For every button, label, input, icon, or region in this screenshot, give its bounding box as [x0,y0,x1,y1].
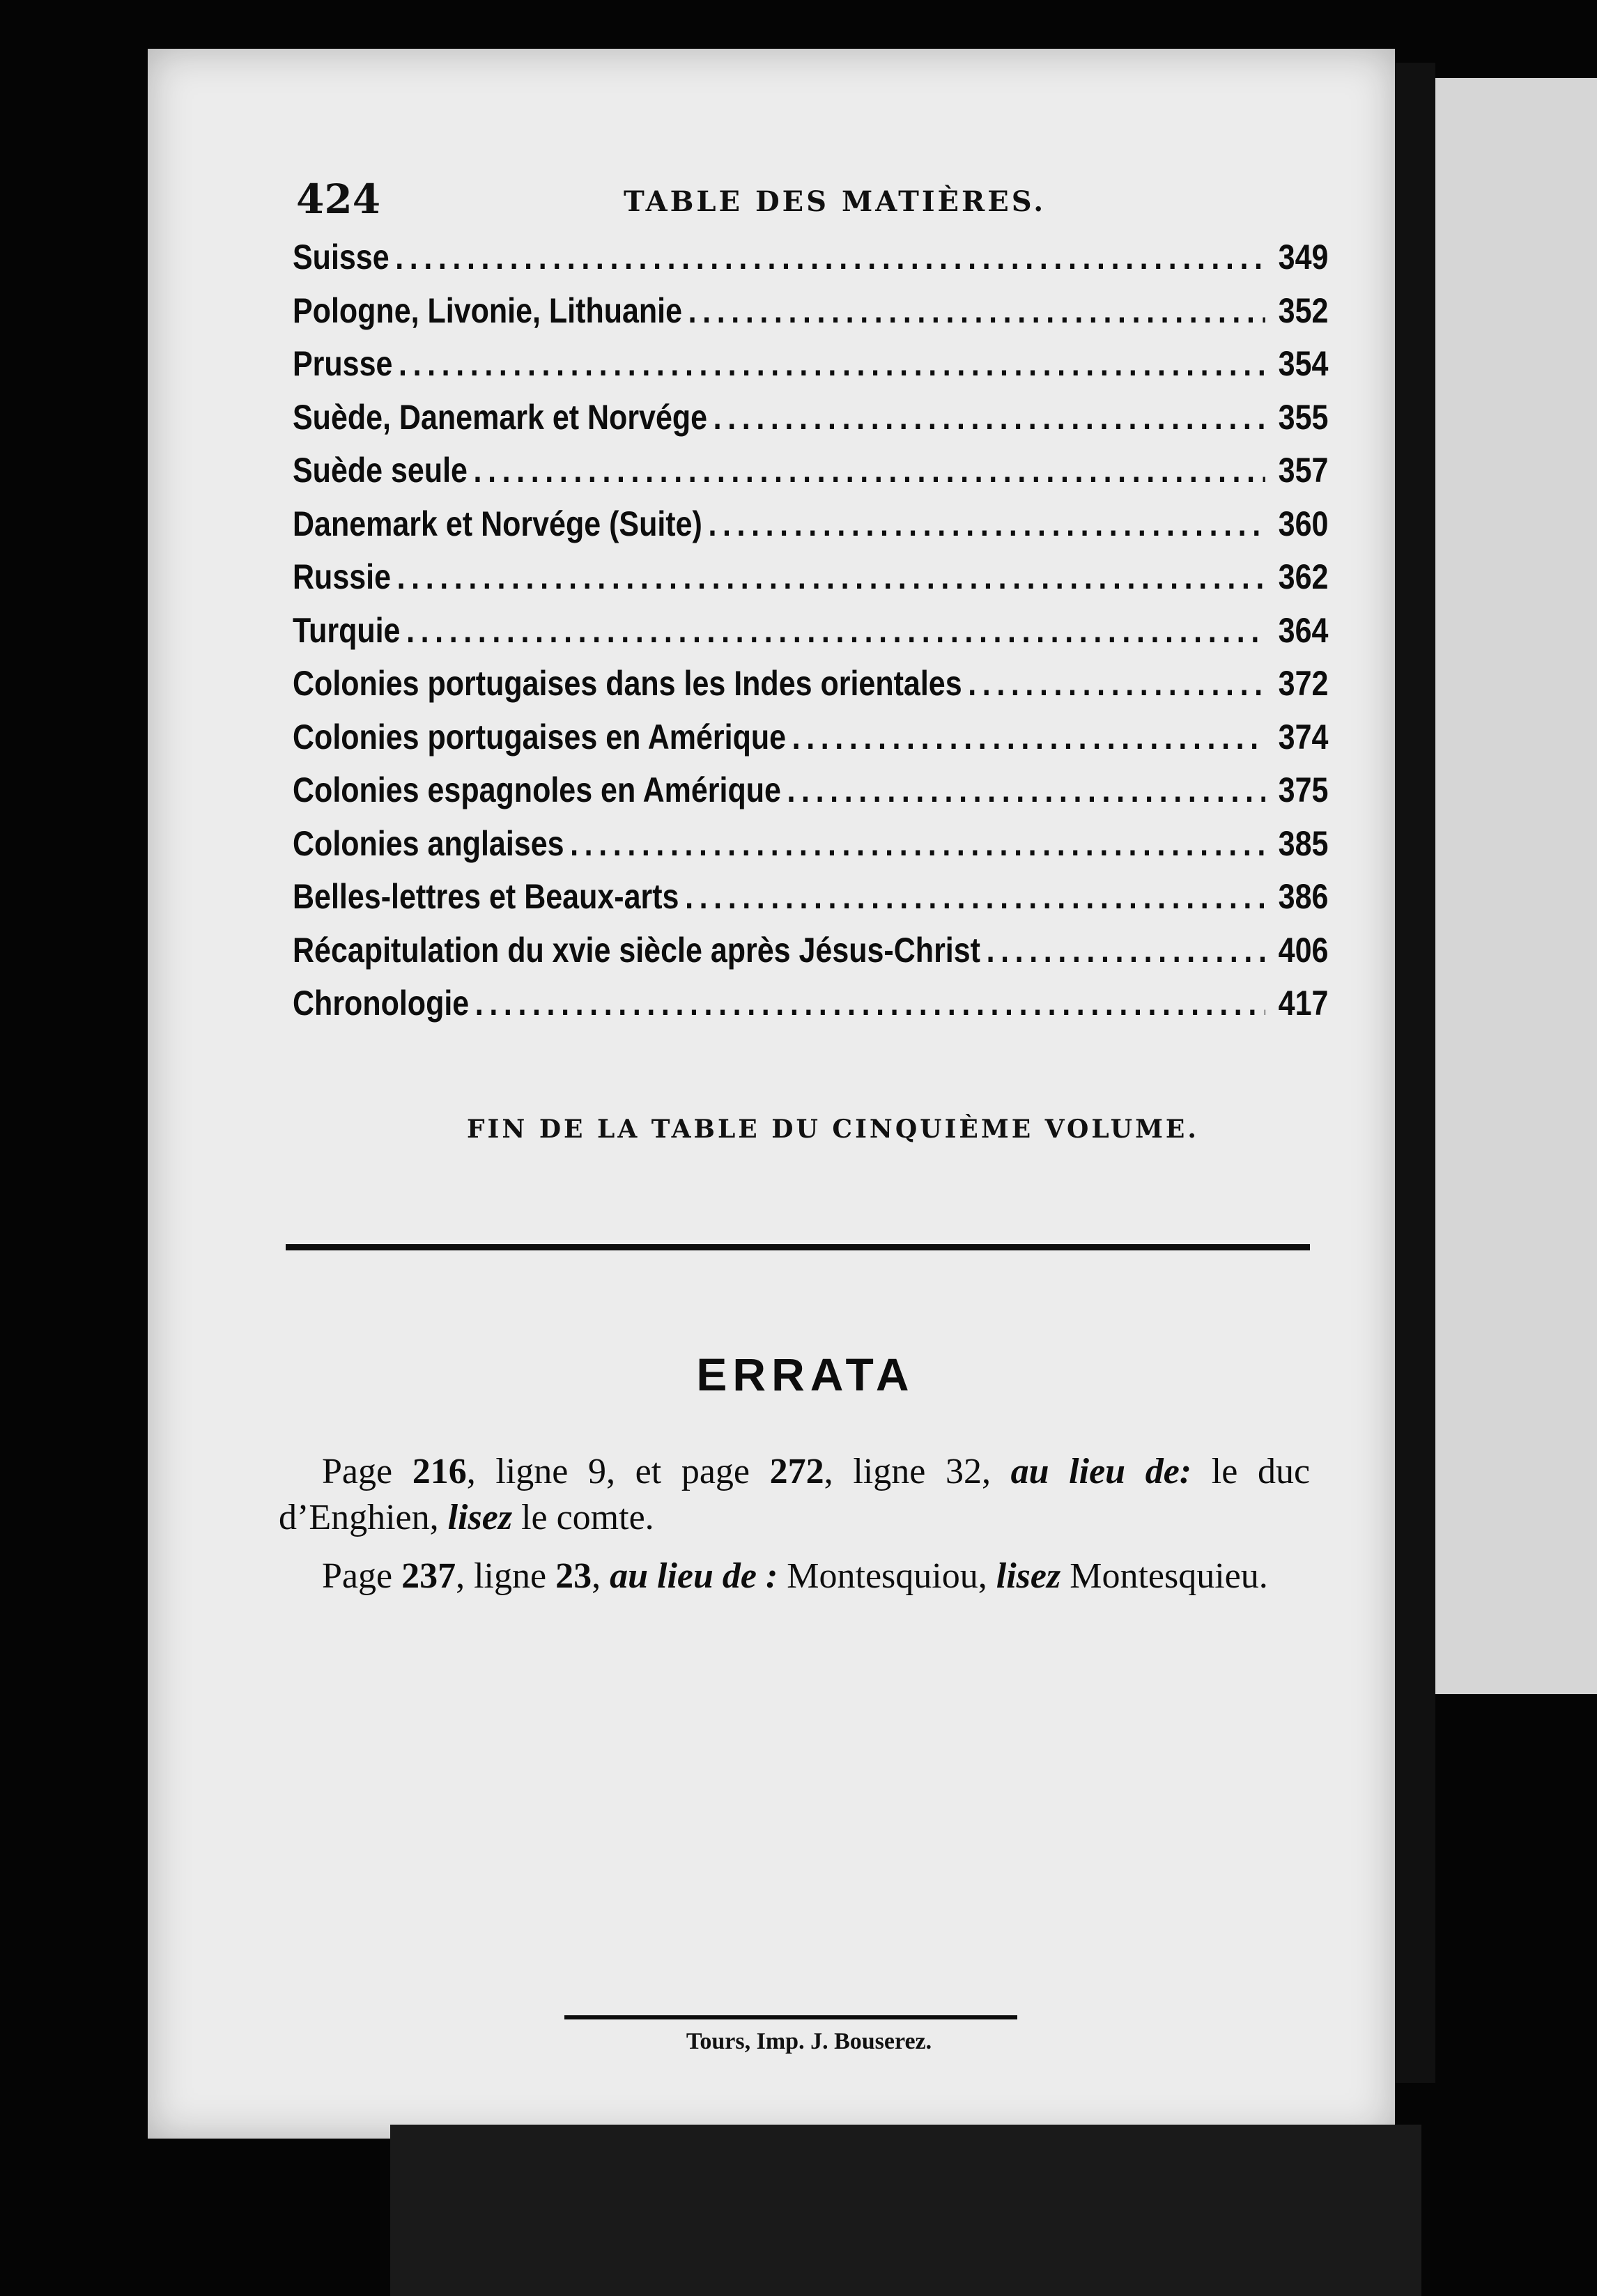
toc-entry-page: 357 [1278,451,1329,490]
errata-lisez: lisez [996,1556,1061,1596]
toc-entry [293,983,1328,1037]
toc-leader-dots [475,983,1265,1023]
errata-correction: Montesquieu. [1070,1556,1268,1596]
errata-correction: le comte. [521,1498,654,1537]
toc-entry-page: 374 [1278,717,1329,757]
errata-page-word: Page [322,1452,393,1491]
toc-entry-page: 406 [1278,930,1329,970]
toc-entry-page: 386 [1278,877,1329,916]
section-divider [286,1244,1310,1250]
toc-leader-dots [713,397,1265,437]
toc-entry-page: 355 [1278,397,1329,437]
printer-imprint: Tours, Imp. J. Bouserez. [686,2029,932,2054]
errata-page-word: Page [322,1556,393,1596]
toc-entry [293,290,1328,344]
toc-leader-dots [570,823,1265,864]
toc-entry [293,397,1328,451]
toc-entry-label: Danemark et Norvége (Suite) [293,504,702,543]
toc-leader-dots [685,876,1265,917]
toc-leader-dots [987,930,1266,970]
errata-au-lieu-de: au lieu de: [1010,1452,1192,1491]
toc-leader-dots [688,290,1265,331]
binding-gutter [1395,63,1435,2083]
errata-line-ref: , ligne 9, et page [466,1452,750,1491]
errata-line-ref: , ligne 32, [824,1452,991,1491]
errata-line-number: 23 [555,1556,592,1596]
toc-leader-dots [406,610,1265,651]
table-of-contents [293,237,1331,1037]
page-number: 424 [296,176,381,223]
toc-entry [293,237,1328,290]
toc-entry-page: 364 [1278,610,1329,650]
toc-entry-label: Belles-lettres et Beaux-arts [293,877,679,916]
toc-entry [293,930,1328,984]
toc-entry [293,557,1328,610]
toc-leader-dots [397,557,1266,597]
errata-page-ref: 237 [401,1556,456,1596]
scan-shadow [390,2125,1421,2296]
toc-entry [293,504,1328,557]
errata-page-ref: 216 [412,1452,467,1491]
toc-entry-label: Suède, Danemark et Norvége [293,397,708,437]
toc-entry [293,823,1328,877]
errata-entry [279,1449,1310,1541]
toc-entry-label: Prusse [293,344,393,383]
toc-entry-page: 349 [1278,238,1329,277]
toc-leader-dots [399,343,1265,384]
toc-leader-dots [792,717,1265,757]
errata-original: le duc d’Enghien, [279,1452,1311,1537]
toc-entry-label: Russie [293,557,392,596]
toc-entry-label: Colonies portugaises dans les Indes orientales [293,664,962,703]
toc-entry-page: 385 [1278,823,1329,863]
toc-leader-dots [968,663,1265,704]
toc-entry [293,450,1328,504]
footer-rule [564,2015,1017,2019]
toc-leader-dots [395,237,1265,277]
errata-entry [279,1553,1310,1599]
toc-entry [293,770,1328,823]
toc-entry [293,610,1328,664]
toc-entry-page: 417 [1278,984,1329,1023]
toc-entry-page: 375 [1278,770,1329,809]
toc-entry-label: Suisse [293,238,389,277]
toc-entry-label: Pologne, Livonie, Lithuanie [293,290,683,330]
toc-entry-page: 352 [1278,290,1329,330]
toc-entry [293,717,1328,770]
errata-comma: , [592,1556,601,1596]
toc-entry-label: Colonies anglaises [293,823,564,863]
toc-entry-label: Récapitulation du xvie siècle après Jésus-Christ [293,930,980,970]
toc-entry [293,343,1328,397]
page-header [296,176,1327,223]
errata-au-lieu-de: au lieu de : [610,1556,778,1596]
toc-entry-page: 362 [1278,557,1329,596]
toc-entry-label: Suède seule [293,451,468,490]
toc-entry-page: 372 [1278,664,1329,703]
errata-original: Montesquiou, [787,1556,987,1596]
toc-entry-label: Colonies portugaises en Amérique [293,717,787,757]
toc-entry-label: Chronologie [293,984,470,1023]
toc-leader-dots [787,770,1266,810]
toc-entry [293,663,1328,717]
errata-page-ref: 272 [769,1452,824,1491]
toc-entry-label: Turquie [293,610,401,650]
errata-lisez: lisez [447,1498,513,1537]
toc-leader-dots [474,450,1266,490]
toc-entry [293,876,1328,930]
end-note: FIN DE LA TABLE DU CINQUIÈME VOLUME. [467,1115,1199,1144]
running-title: TABLE DES MATIÈRES. [624,185,1047,218]
errata-line-ref: , ligne [456,1556,547,1596]
toc-entry-page: 360 [1278,504,1329,543]
toc-entry-page: 354 [1278,344,1329,383]
errata-heading: ERRATA [696,1349,915,1400]
toc-leader-dots [708,504,1265,544]
toc-entry-label: Colonies espagnoles en Amérique [293,770,781,809]
errata-body [279,1449,1310,1612]
facing-page-edge [1435,78,1597,1694]
